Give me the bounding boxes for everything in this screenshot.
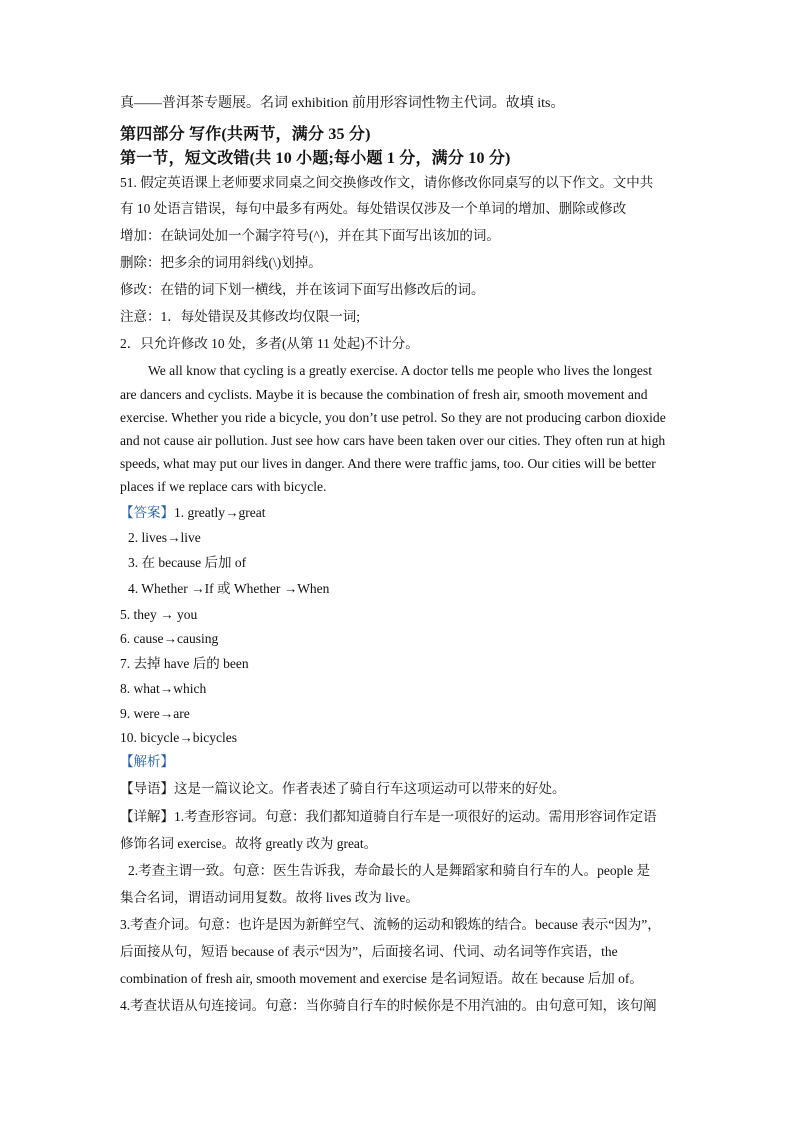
answer-7: 7. 去掉 have 后的 been bbox=[120, 656, 249, 671]
note-1: 注意：1．每处错误及其修改均仅限一词; bbox=[120, 309, 361, 324]
essay-line-5: speeds, what may put our lives in danger. And there were traffic jams, too. Our cities will be better bbox=[120, 456, 656, 471]
answer-4: 4. Whether →If 或 Whether →When bbox=[128, 581, 330, 596]
detail-1-line-1: 【详解】1.考查形容词。句意：我们都知道骑自行车是一项很好的运动。需用形容词作定语 bbox=[120, 809, 657, 824]
detail-1-line-2: 修饰名词 exercise。故将 greatly 改为 great。 bbox=[120, 836, 378, 851]
instruction-add: 增加：在缺词处加一个漏字符号(^)，并在其下面写出该加的词。 bbox=[120, 228, 500, 243]
answer-3: 3. 在 because 后加 of bbox=[128, 555, 247, 570]
essay-line-2: are dancers and cyclists. Maybe it is because the combination of fresh air, smooth movement and bbox=[120, 387, 648, 402]
detail-3-line-3: combination of fresh air, smooth movement and exercise 是名词短语。故在 because 后加 of。 bbox=[120, 971, 643, 986]
essay-line-1: We all know that cycling is a greatly exercise. A doctor tells me people who lives the longest bbox=[148, 363, 653, 378]
essay-line-6: places if we replace cars with bicycle. bbox=[120, 479, 327, 494]
question-51-line-1: 51. 假定英语课上老师要求同桌之间交换修改作文，请你修改你同桌写的以下作文。文中共 bbox=[120, 175, 654, 190]
essay-line-4: and not cause air pollution. Just see how cars have been taken over our cities. They often run at high bbox=[120, 433, 666, 448]
answer-line-1 bbox=[120, 504, 265, 522]
answer-9: 9. were→are bbox=[120, 706, 190, 721]
section-heading-part4: 第四部分 写作(共两节，满分 35 分) bbox=[120, 126, 371, 143]
question-51-line-2: 有 10 处语言错误，每句中最多有两处。每处错误仅涉及一个单词的增加、删除或修改 bbox=[120, 201, 627, 216]
intro-line: 真——普洱茶专题展。名词 exhibition 前用形容词性物主代词。故填 its。 bbox=[120, 96, 565, 111]
answer-8: 8. what→which bbox=[120, 681, 207, 696]
answer-tag: 【答案】 bbox=[120, 505, 174, 520]
detail-2-line-2: 集合名词，谓语动词用复数。故将 lives 改为 live。 bbox=[120, 890, 419, 905]
answer-10: 10. bicycle→bicycles bbox=[120, 730, 237, 745]
answer-6: 6. cause→causing bbox=[120, 631, 219, 646]
detail-4-line-1: 4.考查状语从句连接词。句意：当你骑自行车的时候你是不用汽油的。由句意可知，该句阐 bbox=[120, 998, 657, 1013]
guide-text: 【导语】这是一篇议论文。作者表述了骑自行车这项运动可以带来的好处。 bbox=[120, 781, 566, 796]
note-2: 2．只允许修改 10 处，多者(从第 11 处起)不计分。 bbox=[120, 336, 419, 351]
answer-2: 2. lives→live bbox=[128, 530, 201, 545]
detail-2-line-1: 2.考查主谓一致。句意：医生告诉我，寿命最长的人是舞蹈家和骑自行车的人。people 是 bbox=[128, 863, 650, 878]
answer-1: 1. greatly→great bbox=[174, 505, 266, 520]
section-heading-sec1: 第一节，短文改错(共 10 小题;每小题 1 分，满分 10 分) bbox=[120, 150, 511, 167]
detail-3-line-2: 后面接从句，短语 because of 表示“因为”，后面接名词、代词、动名词等作宾语，the bbox=[120, 944, 618, 959]
essay-line-3: exercise. Whether you ride a bicycle, you don’t use petrol. So they are not producing carbon dioxide bbox=[120, 410, 666, 425]
instruction-modify: 修改：在错的词下划一横线，并在该词下面写出修改后的词。 bbox=[120, 282, 485, 297]
answer-5: 5. they → you bbox=[120, 607, 198, 622]
analysis-tag: 【解析】 bbox=[120, 754, 174, 769]
instruction-delete: 删除：把多余的词用斜线(\)划掉。 bbox=[120, 255, 322, 270]
detail-3-line-1: 3.考查介词。句意：也许是因为新鲜空气、流畅的运动和锻炼的结合。because 表示“因为”， bbox=[120, 917, 661, 932]
